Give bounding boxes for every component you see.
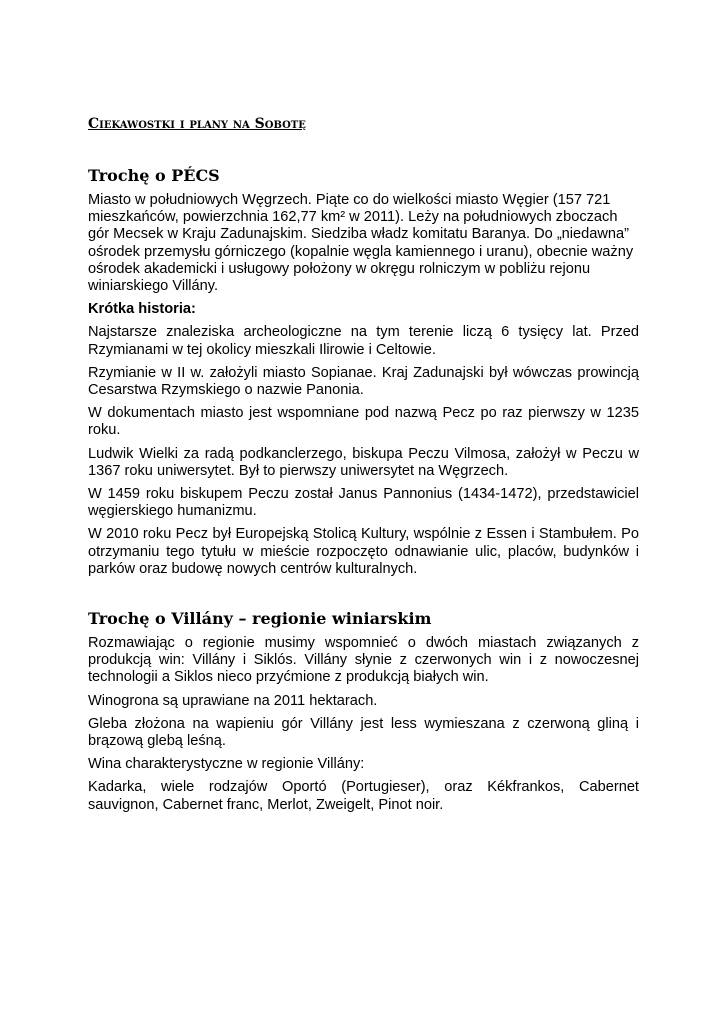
- history-paragraph: Najstarsze znaleziska archeologiczne na tym terenie liczą 6 tysięcy lat. Przed Rzymianami w tej okolicy mieszkali Ilirowie i Celtowie.: [88, 324, 639, 358]
- section-pecs: [88, 166, 639, 584]
- section-heading-villany: Trochę o Villány – regionie winiarskim: [88, 609, 432, 628]
- villany-paragraph: Rozmawiając o regionie musimy wspomnieć o dwóch miastach związanych z produkcją win: Villány i Siklós. Villány słynie z czerwonych win i z nowoczesnej technologii a Siklos nieco przyćmione z produkcją białych win.: [88, 635, 639, 686]
- document-title: Ciekawostki i plany na Sobotę: [88, 116, 306, 132]
- history-paragraph: W 1459 roku biskupem Peczu został Janus Pannonius (1434-1472), przedstawiciel węgierskiego humanizmu.: [88, 486, 639, 520]
- section-heading-pecs: Trochę o PÉCS: [88, 166, 220, 185]
- section-villany: [88, 609, 639, 820]
- villany-paragraph: Winogrona są uprawiane na 2011 hektarach.: [88, 692, 378, 709]
- history-subheading: Krótka historia:: [88, 301, 196, 318]
- villany-paragraph: Gleba złożona na wapieniu gór Villány jest less wymieszana z czerwoną gliną i brązową glebą leśną.: [88, 715, 639, 750]
- pecs-intro-paragraph: Miasto w południowych Węgrzech. Piąte co do wielkości miasto Węgier (157 721 mieszkańców, powierzchnia 162,77 km² w 2011). Leży na południowych zboczach gór Mecsek w Kraju Zadunajskim. Siedziba władz komitatu Baranya. Do „niedawna” ośrodek przemysłu górniczego (kopalnie węgla kamiennego i uranu), obecnie ważny ośrodek akademicki i usługowy położony w okręgu rolniczym w pobliżu rejonu winiarskiego Villány.: [88, 192, 634, 295]
- villany-paragraph: Kadarka, wiele rodzajów Oportó (Portugieser), oraz Kékfrankos, Cabernet sauvignon, Cabernet franc, Merlot, Zweigelt, Pinot noir.: [88, 779, 639, 813]
- villany-paragraph: Wina charakterystyczne w regionie Villány:: [88, 756, 365, 773]
- history-paragraph: Ludwik Wielki za radą podkanclerzego, biskupa Peczu Vilmosa, założył w Peczu w 1367 roku uniwersytet. Był to pierwszy uniwersytet na Węgrzech.: [88, 445, 639, 479]
- history-paragraph: W dokumentach miasto jest wspomniane pod nazwą Pecz po raz pierwszy w 1235 roku.: [88, 405, 639, 439]
- history-paragraph: W 2010 roku Pecz był Europejską Stolicą Kultury, wspólnie z Essen i Stambułem. Po otrzymaniu tego tytułu w mieście rozpoczęto odnawianie ulic, placów, budynków i parków oraz budowę nowych centrów kulturalnych.: [88, 526, 639, 577]
- history-paragraph: Rzymianie w II w. założyli miasto Sopianae. Kraj Zadunajski był wówczas prowincją Cesarstwa Rzymskiego o nazwie Panonia.: [88, 364, 639, 399]
